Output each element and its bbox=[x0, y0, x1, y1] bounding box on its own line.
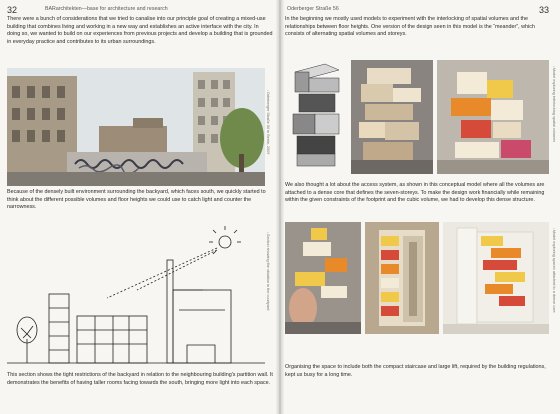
book-gutter bbox=[276, 0, 284, 414]
section-sketch bbox=[7, 220, 265, 370]
right-paragraph-3: Organising the space to include both the compact staircase and large lift, required by the building regulations, kept us busy for a long time. bbox=[285, 364, 546, 378]
core-model-photo-2-drawing bbox=[365, 222, 439, 334]
left-paragraph-3: This section shows the tight restrictions of the backyard in relation to the neighbouring building's partition wall. It demonstrates the benefits of having taller rooms facing towards the south, bringing more light into each space. bbox=[7, 372, 273, 386]
page-number-left: 32 bbox=[7, 5, 18, 15]
section-sketch-drawing bbox=[7, 220, 265, 370]
model-diagram-drawing bbox=[285, 60, 347, 174]
street-photo bbox=[7, 68, 265, 186]
right-page bbox=[281, 0, 560, 414]
model-diagram bbox=[285, 60, 347, 174]
models-caption: ↓ Model exploring interlocking spatial volumes bbox=[552, 66, 556, 142]
model-photo-2-drawing bbox=[437, 60, 549, 174]
right-paragraph-2: We also thought a lot about the access system, as shown in this conceptual model where all the volumes are attached to a dense core that defines the seven-storeys. To make the design work financially while remaining within the given constraints of the footprint and the cubic volume, we had to develop this dense structure. bbox=[285, 182, 545, 204]
street-photo-drawing bbox=[7, 68, 265, 186]
left-paragraph-2: Because of the densely built environment surrounding the backyard, which faces south, we quickly started to think about the different possible volumes and floor heights we could use to catch light and counter the narrowness. bbox=[7, 189, 266, 211]
core-model-photo-2 bbox=[365, 222, 439, 334]
left-paragraph-1: There were a bunch of considerations that we tried to canalise into our principle goal of creating a mixed-use building that combines living and working in a new way and establishes an active interface with the city. In doing so, we wanted to build on our experiences from previous projects and develop a building that is grounded in everyday practice and contributes to its urban surroundings. bbox=[7, 16, 273, 45]
model-photo-1 bbox=[351, 60, 433, 174]
core-model-photo-3 bbox=[443, 222, 549, 334]
model-photo-1-drawing bbox=[351, 60, 433, 174]
core-model-photo-1 bbox=[285, 222, 361, 334]
right-paragraph-1: In the beginning we mostly used models to experiment with the interlocking of spatial volumes and the relationships between floor heights. One version of the design seen in this model is the “meander”, which consists of alternating spatial volumes and storeys. bbox=[285, 16, 535, 38]
core-caption: ↓ Model exploring spaces attached to a dense core bbox=[552, 228, 556, 313]
running-head-left: BARarchitekten—base for architecture and research bbox=[45, 6, 168, 12]
core-model-photo-3-drawing bbox=[443, 222, 549, 334]
photo-caption: ↓ Oderberger Straße 56 in Berlin, 2009 bbox=[266, 90, 270, 154]
sketch-caption: ↓ Section showing the situation in the courtyard bbox=[266, 232, 270, 310]
left-page bbox=[0, 0, 279, 414]
core-model-photo-1-drawing bbox=[285, 222, 361, 334]
page-number-right: 33 bbox=[539, 5, 550, 15]
model-photo-2 bbox=[437, 60, 549, 174]
running-head-right: Oderberger Straße 56 bbox=[287, 6, 339, 12]
